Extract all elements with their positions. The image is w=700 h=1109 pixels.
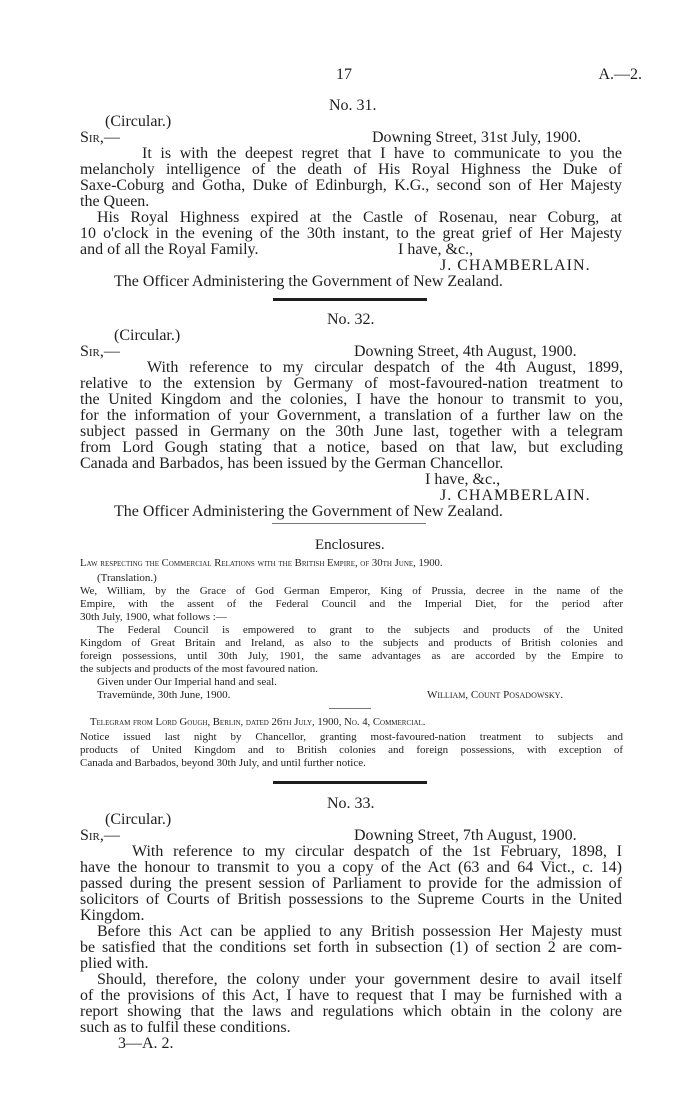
section-divider bbox=[273, 781, 427, 784]
letter-32-line: With reference to my circular despatch of the 4th August, 1899, bbox=[147, 359, 623, 376]
letter-33-line: Before this Act can be applied to any British possession Her Majesty must bbox=[97, 923, 622, 940]
letter-33-line: such as to fulfil these conditions. bbox=[80, 1019, 291, 1036]
section-divider bbox=[272, 523, 426, 524]
telegram-line: products of United Kingdom and to British colonies and foreign possessions, with exception of bbox=[80, 744, 623, 756]
letter-33-line: Kingdom. bbox=[80, 907, 145, 924]
letter-32-addressee: The Officer Administering the Government of New Zealand. bbox=[114, 503, 503, 520]
law-line: We, William, by the Grace of God German Emperor, King of Prussia, decree in the name of the bbox=[80, 585, 623, 597]
letter-31-line: Saxe-Coburg and Gotha, Duke of Edinburgh, K.G., second son of Her Majesty bbox=[80, 177, 622, 194]
letter-32-line: Canada and Barbados, has been issued by the German Chancellor. bbox=[80, 455, 504, 472]
law-line: the subjects and products of the most favoured nation. bbox=[80, 663, 318, 675]
letter-33-place-date: Downing Street, 7th August, 1900. bbox=[354, 827, 577, 844]
document-reference: A.—2. bbox=[598, 66, 642, 83]
letter-31-number: No. 31. bbox=[329, 97, 377, 114]
law-line: The Federal Council is empowered to grant to the subjects and products of the United bbox=[97, 624, 623, 636]
section-divider bbox=[273, 298, 427, 301]
letter-32-circular: (Circular.) bbox=[114, 327, 181, 344]
letter-32-line: for the information of your Government, a translation of a further law on the bbox=[80, 407, 623, 424]
letter-32-signature: J. CHAMBERLAIN. bbox=[440, 487, 591, 504]
enclosures-heading: Enclosures. bbox=[315, 537, 385, 553]
letter-32-number: No. 32. bbox=[327, 311, 375, 328]
letter-31-line: It is with the deepest regret that I have to communicate to you the bbox=[142, 145, 622, 162]
letter-33-line: be satisfied that the conditions set forth in subsection (1) of section 2 are com- bbox=[80, 939, 622, 956]
letter-32-line: relative to the extension by Germany of most-favoured-nation treatment to bbox=[80, 375, 623, 392]
law-title: Law respecting the Commercial Relations with the British Empire, of 30th June, 1900. bbox=[80, 557, 443, 569]
letter-31-line: 10 o'clock in the evening of the 30th instant, to the great grief of Her Majesty bbox=[80, 225, 622, 242]
letter-32-place-date: Downing Street, 4th August, 1900. bbox=[354, 343, 577, 360]
letter-31-addressee: The Officer Administering the Government of New Zealand. bbox=[114, 273, 503, 290]
letter-31-place-date: Downing Street, 31st July, 1900. bbox=[372, 129, 582, 146]
letter-32-line: the United Kingdom and the colonies, I have the honour to transmit to you, bbox=[80, 391, 623, 408]
telegram-line: Notice issued last night by Chancellor, granting most-favoured-nation treatment to subjects and bbox=[80, 731, 623, 743]
letter-32-salutation: Sir,— bbox=[80, 343, 120, 360]
signature-mark: 3—A. 2. bbox=[118, 1035, 174, 1052]
letter-33-line: have the honour to transmit to you a copy of the Act (63 and 64 Vict., c. 14) bbox=[80, 859, 622, 876]
letter-32-line: from Lord Gough stating that a notice, based on that law, but excluding bbox=[80, 439, 623, 456]
law-line: 30th July, 1900, what follows :— bbox=[80, 611, 227, 623]
letter-33-line: Should, therefore, the colony under your government desire to avail itself bbox=[97, 971, 622, 988]
letter-33-line: solicitors of Courts of British possessions to the Supreme Courts in the United bbox=[80, 891, 622, 908]
letter-31-line: His Royal Highness expired at the Castle of Rosenau, near Coburg, at bbox=[97, 209, 622, 226]
letter-31-signature: J. CHAMBERLAIN. bbox=[440, 257, 591, 274]
telegram-line: Canada and Barbados, beyond 30th July, and until further notice. bbox=[80, 757, 366, 769]
letter-33-line: of the provisions of this Act, I have to request that I may be furnished with a bbox=[80, 987, 622, 1004]
letter-31-line: and of all the Royal Family. bbox=[80, 241, 259, 258]
law-place-date: Travemünde, 30th June, 1900. bbox=[97, 689, 231, 701]
letter-33-number: No. 33. bbox=[327, 795, 375, 812]
law-signature: William, Count Posadowsky. bbox=[427, 689, 564, 701]
letter-32-line: subject passed in Germany on the 30th June last, together with a telegram bbox=[80, 423, 623, 440]
letter-31-line: melancholy intelligence of the death of His Royal Highness the Duke of bbox=[80, 161, 622, 178]
law-translation-note: (Translation.) bbox=[97, 572, 157, 584]
letter-31-line: the Queen. bbox=[80, 193, 150, 210]
letter-31-salutation: Sir,— bbox=[80, 129, 120, 146]
letter-33-salutation: Sir,— bbox=[80, 827, 120, 844]
letter-31-circular: (Circular.) bbox=[105, 113, 172, 130]
law-line: foreign possessions, until 30th July, 1901, the same advantages as are accorded by the Empire to bbox=[80, 650, 623, 662]
law-line: Given under Our Imperial hand and seal. bbox=[97, 676, 277, 688]
letter-33-circular: (Circular.) bbox=[105, 811, 172, 828]
letter-33-line: With reference to my circular despatch of the 1st February, 1898, I bbox=[132, 843, 622, 860]
letter-32-closing: I have, &c., bbox=[425, 471, 501, 488]
letter-31-closing: I have, &c., bbox=[398, 241, 474, 258]
law-line: Empire, with the assent of the Federal Council and the Imperial Diet, for the period after bbox=[80, 598, 623, 610]
law-line: Kingdom of Great Britain and Ireland, as also to the subjects and products of British colonies and bbox=[80, 637, 623, 649]
enclosure-divider bbox=[329, 708, 371, 709]
letter-33-line: passed during the present session of Parliament to provide for the admission of bbox=[80, 875, 622, 892]
telegram-title: Telegram from Lord Gough, Berlin, dated 26th July, 1900, No. 4, Commercial. bbox=[90, 716, 426, 728]
page-number: 17 bbox=[336, 66, 352, 83]
letter-33-line: report showing that the laws and regulations which obtain in the colony are bbox=[80, 1003, 622, 1020]
letter-33-line: plied with. bbox=[80, 955, 149, 972]
